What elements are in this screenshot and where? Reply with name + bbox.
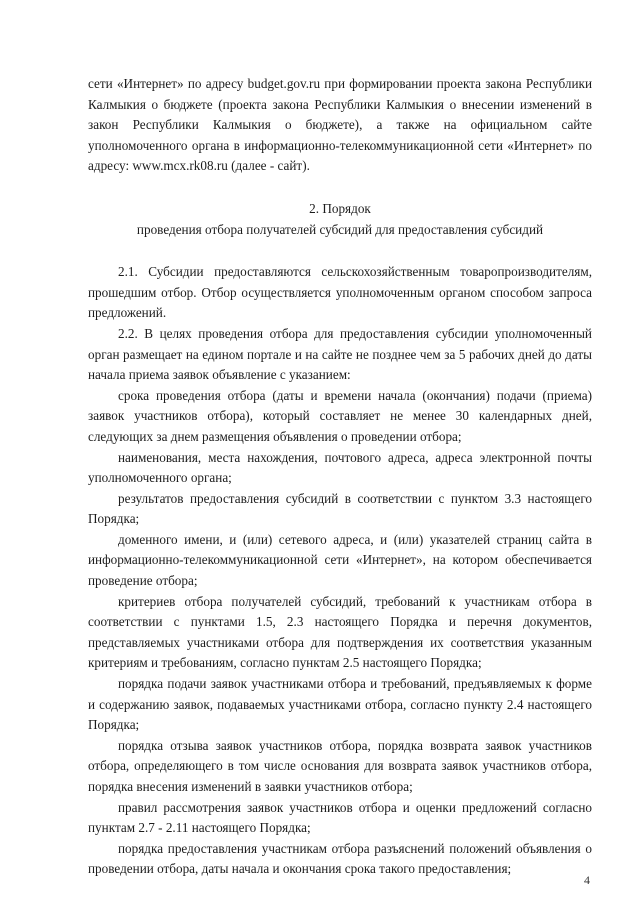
list-item: наименования, места нахождения, почтового адреса, адреса электронной почты уполномоченного органа; [88,449,592,486]
spacer [88,240,592,262]
list-item: порядка предоставления участникам отбора разъяснений положений объявления о проведении отбора, даты начала и окончания срока такого предоставления; [88,840,592,877]
paragraph-2-1: 2.1. Субсидии предоставляются сельскохозяйственным товаропроизводителям, прошедшим отбор. Отбор осуществляется уполномоченным органом способом запроса предложений. [88,264,592,321]
list-item: доменного имени, и (или) сетевого адреса, и (или) указателей страниц сайта в информационно-телекоммуникационной сети «Интернет», на котором обеспечивается проведение отбора; [88,531,592,589]
page-number: 4 [584,873,590,887]
list-item: срока проведения отбора (даты и времени начала (окончания) подачи (приема) заявок участников отбора), который составляет не менее 30 календарных дней, следующих за днем размещения объявления о проведении отбора; [88,387,592,444]
section-number: 2. Порядок [309,200,371,216]
list-item: результатов предоставления субсидий в соответствии с пунктом 3.3 настоящего Порядка; [88,490,592,527]
intro-paragraph: сети «Интернет» по адресу budget.gov.ru при формировании проекта закона Республики Калмыкия о бюджете (проекта закона Республики Калмыкия о внесении изменений в закон Республики Калмыкия о бюджете), а также на официальном сайте уполномоченного органа в информационно-телекоммуникационной сети «Интернет» по адресу: www.mcx.rk08.ru (далее - сайт). [88,76,592,174]
list-item: порядка подачи заявок участниками отбора и требований, предъявляемых к форме и содержанию заявок, подаваемых участниками отбора, согласно пункту 2.4 настоящего Порядка; [88,676,592,733]
document-page [88,74,592,880]
paragraph-2-2: 2.2. В целях проведения отбора для предоставления субсидии уполномоченный орган размещает на едином портале и на сайте не позднее чем за 5 рабочих дней до даты начала приема заявок объявление с указанием: [88,325,592,383]
spacer [88,177,592,199]
section-title: проведения отбора получателей субсидий для предоставления субсидий [136,221,544,237]
list-item: критериев отбора получателей субсидий, требований к участникам отбора в соответствии с пунктами 1.5, 2.3 настоящего Порядка и перечня документов, представляемых участниками отбора для подтверждения их соответствия указанным критериям и требованиям, согласно пунктам 2.5 настоящего Порядка; [88,593,592,671]
list-item: порядка отзыва заявок участников отбора, порядка возврата заявок участников отбора, определяющего в том числе основания для возврата заявок участников отбора, порядка внесения изменений в заявки участников отбора; [88,737,592,794]
list-item: правил рассмотрения заявок участников отбора и оценки предложений согласно пунктам 2.7 - 2.11 настоящего Порядка; [88,799,592,836]
